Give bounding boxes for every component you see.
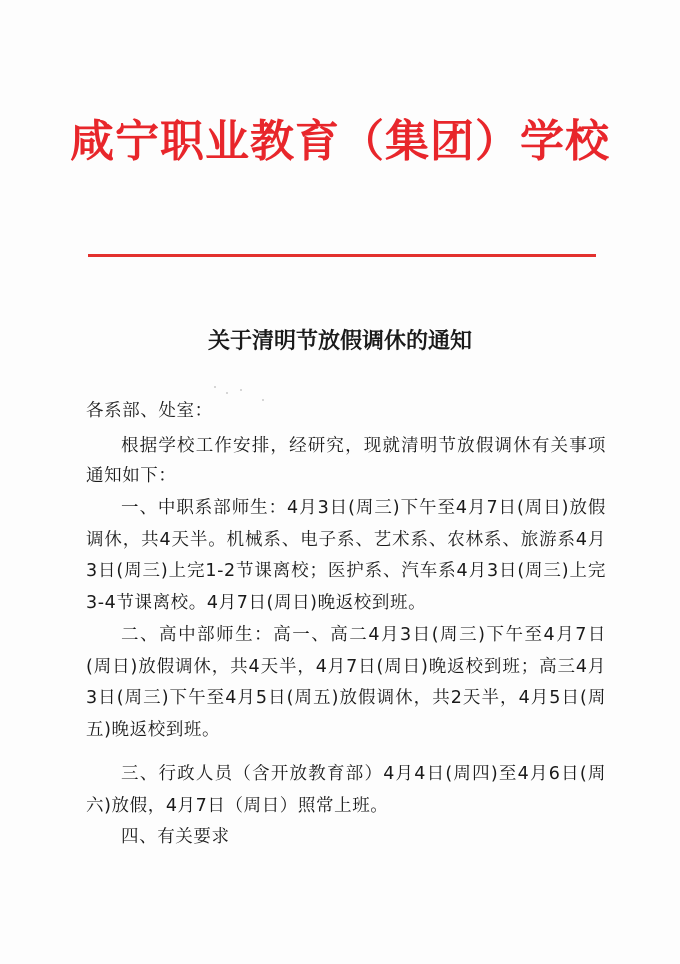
scan-speck	[262, 399, 264, 401]
paragraph-administration: 三、行政人员（含开放教育部）4月4日(周四)至4月6日(周六)放假，4月7日（周日）照常上班。	[86, 764, 606, 816]
red-header-rule	[88, 254, 596, 257]
paragraph-requirements-heading: 四、有关要求	[121, 827, 230, 847]
scan-speck	[240, 389, 242, 391]
salutation: 各系部、处室：	[86, 401, 213, 421]
scan-speck	[226, 392, 228, 394]
paragraph-high-school: 二、高中部师生：高一、高二4月3日(周三)下午至4月7日(周日)放假调休，共4天半，4月7日(周日)晚返校到班；高三4月3日(周三)下午至4月5日(周五)放假调休，共2天半，4月5日(周五)晚返校到班。	[86, 625, 606, 740]
scan-speck	[214, 386, 216, 388]
organization-header: 咸宁职业教育（集团）学校	[70, 116, 610, 167]
paragraph-intro: 根据学校工作安排，经研究，现就清明节放假调休有关事项通知如下：	[86, 436, 606, 486]
notice-title: 关于清明节放假调休的通知	[207, 328, 472, 354]
paragraph-vocational: 一、中职系部师生：4月3日(周三)下午至4月7日(周日)放假调休，共4天半。机械系、电子系、艺术系、农林系、旅游系4月3日(周三)上完1-2节课离校；医护系、汽车系4月3日(周三)上完3-4节课离校。4月7日(周日)晚返校到班。	[86, 498, 606, 613]
